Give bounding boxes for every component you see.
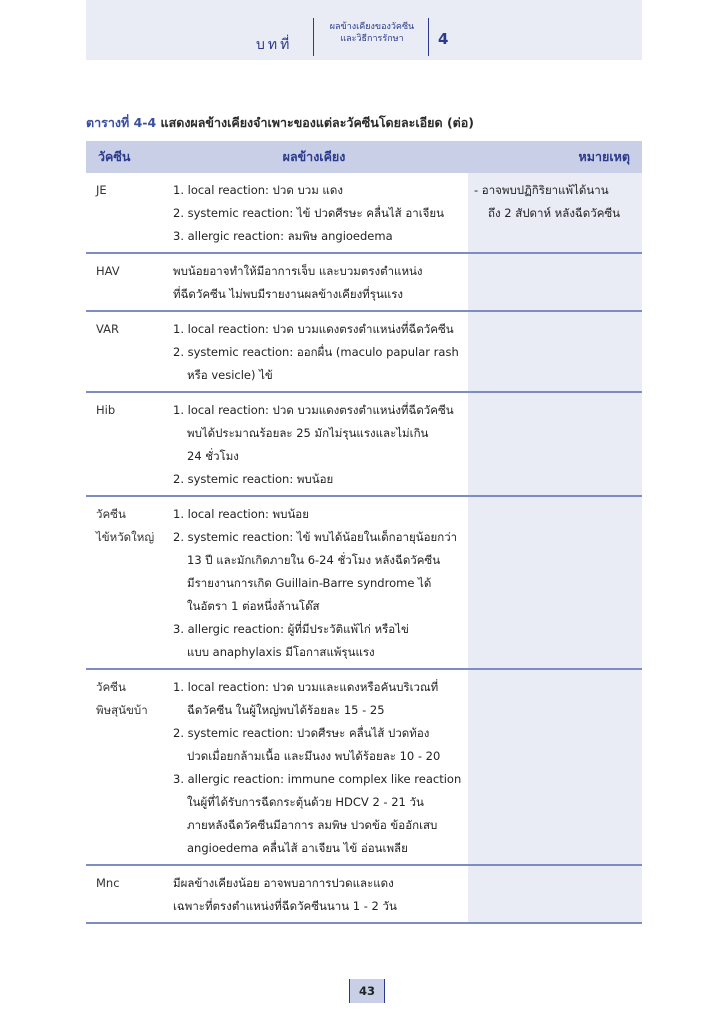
effects-cell-line: มีรายงานการเกิด Guillain-Barre syndrome ได้ — [187, 576, 432, 590]
effects-cell-line: มีผลข้างเคียงน้อย อาจพบอาการปวดและแดง — [173, 876, 394, 890]
effects-cell — [166, 312, 468, 391]
vaccine-cell-line: วัคซีน — [96, 680, 126, 694]
notes-cell — [468, 254, 642, 310]
table-row — [86, 173, 642, 254]
header-notes: หมายเหตุ — [578, 149, 630, 164]
effects-cell-line: 3. allergic reaction: ผู้ที่มีประวัติแพ้ไก่ หรือไข่ — [173, 622, 409, 636]
effects-cell-line: พบได้ประมาณร้อยละ 25 มักไม่รุนแรงและไม่เกิน — [187, 426, 429, 440]
effects-cell-line: ในผู้ที่ได้รับการฉีดกระตุ้นด้วย HDCV 2 - 21 วัน — [187, 795, 424, 809]
side-effects-table — [86, 141, 642, 924]
vaccine-cell-line: JE — [96, 183, 107, 197]
effects-cell — [166, 173, 468, 252]
effects-cell-line: 2. systemic reaction: ไข้ ปวดศีรษะ คลื่นไส้ อาเจียน — [173, 206, 444, 220]
header-vaccine: วัคซีน — [98, 149, 131, 164]
effects-cell-line: 2. systemic reaction: ออกผื่น (maculo papular rash — [173, 345, 459, 359]
effects-cell-line: พบน้อยอาจทำให้มีอาการเจ็บ และบวมตรงตำแหน่ง — [173, 264, 423, 278]
chapter-label: บทที่ — [256, 37, 293, 53]
effects-cell-line: ภายหลังฉีดวัคซีนมีอาการ ลมพิษ ปวดข้อ ข้ออักเสบ — [187, 818, 438, 832]
effects-cell-line: เฉพาะที่ตรงตำแหน่งที่ฉีดวัคซีนนาน 1 - 2 วัน — [173, 899, 397, 913]
vaccine-cell-line: HAV — [96, 264, 120, 278]
table-row — [86, 393, 642, 497]
chapter-title-line1: ผลข้างเคียงของวัคซีน — [329, 22, 415, 32]
effects-cell-line: หรือ vesicle) ไข้ — [187, 368, 273, 382]
notes-cell — [468, 670, 642, 864]
notes-cell-line: ถึง 2 สัปดาห์ หลังฉีดวัคซีน — [488, 206, 621, 220]
table-row — [86, 497, 642, 670]
header-divider — [428, 18, 429, 56]
vaccine-cell-line: Hib — [96, 403, 116, 417]
vaccine-cell-line: พิษสุนัขบ้า — [96, 703, 148, 717]
effects-cell-line: 2. systemic reaction: ไข้ พบได้น้อยในเด็กอายุน้อยกว่า — [173, 530, 458, 544]
table-row — [86, 312, 642, 393]
vaccine-cell — [86, 497, 166, 668]
chapter-title-line2: และวิธีการรักษา — [340, 34, 404, 44]
notes-cell — [468, 173, 642, 252]
effects-cell — [166, 670, 468, 864]
effects-cell-line: ในอัตรา 1 ต่อหนึ่งล้านโด๊ส — [187, 599, 320, 613]
notes-cell-line: - อาจพบปฏิกิริยาแพ้ได้นาน — [474, 183, 609, 197]
table-caption — [86, 113, 474, 133]
effects-cell-line: 1. local reaction: ปวด บวมแดงตรงตำแหน่งที่ฉีดวัคซีน — [173, 403, 454, 417]
effects-cell-line: 13 ปี และมักเกิดภายใน 6-24 ชั่วโมง หลังฉีดวัคซีน — [187, 553, 441, 567]
effects-cell-line: ฉีดวัคซีน ในผู้ใหญ่พบได้ร้อยละ 15 - 25 — [187, 703, 385, 717]
effects-cell — [166, 866, 468, 922]
effects-cell — [166, 393, 468, 495]
notes-cell — [468, 312, 642, 391]
notes-cell — [468, 393, 642, 495]
effects-cell-line: 24 ชั่วโมง — [187, 449, 239, 463]
vaccine-cell — [86, 312, 166, 391]
table-row — [86, 254, 642, 312]
notes-cell — [468, 866, 642, 922]
effects-cell-line: 1. local reaction: ปวด บวมแดงตรงตำแหน่งที่ฉีดวัคซีน — [173, 322, 454, 336]
effects-cell-line: 1. local reaction: ปวด บวม แดง — [173, 183, 343, 197]
vaccine-cell — [86, 670, 166, 864]
effects-cell-line: 2. systemic reaction: ปวดศีรษะ คลื่นไส้ ปวดท้อง — [173, 726, 430, 740]
table-body — [86, 173, 642, 924]
caption-text: แสดงผลข้างเคียงจำเพาะของแต่ละวัคซีนโดยละเอียด (ต่อ) — [160, 115, 474, 130]
vaccine-cell — [86, 866, 166, 922]
vaccine-cell-line: Mnc — [96, 876, 120, 890]
page-number: 43 — [350, 979, 384, 1003]
effects-cell-line: แบบ anaphylaxis มีโอกาสแพ้รุนแรง — [187, 645, 375, 659]
table-row — [86, 670, 642, 866]
page-number-divider — [384, 979, 385, 1003]
header-divider — [313, 18, 314, 56]
effects-cell-line: ที่ฉีดวัคซีน ไม่พบมีรายงานผลข้างเคียงที่รุนแรง — [173, 287, 404, 301]
vaccine-cell-line: VAR — [96, 322, 119, 336]
vaccine-cell — [86, 173, 166, 252]
vaccine-cell-line: วัคซีน — [96, 507, 126, 521]
effects-cell-line: 1. local reaction: ปวด บวมและแดงหรือคันบริเวณที่ — [173, 680, 439, 694]
effects-cell-line: 3. allergic reaction: ลมพิษ angioedema — [173, 229, 393, 243]
table-header — [86, 141, 642, 173]
effects-cell — [166, 497, 468, 668]
header-effects: ผลข้างเคียง — [282, 149, 346, 164]
effects-cell-line: 1. local reaction: พบน้อย — [173, 507, 309, 521]
vaccine-cell-line: ไข้หวัดใหญ่ — [96, 530, 155, 544]
vaccine-cell — [86, 393, 166, 495]
effects-cell-line: 3. allergic reaction: immune complex like reaction — [173, 772, 462, 786]
effects-cell-line: angioedema คลื่นไส้ อาเจียน ไข้ อ่อนเพลีย — [187, 841, 408, 855]
chapter-title — [322, 21, 422, 45]
table-row — [86, 866, 642, 924]
effects-cell-line: 2. systemic reaction: พบน้อย — [173, 472, 334, 486]
effects-cell-line: ปวดเมื่อยกล้ามเนื้อ และมึนงง พบได้ร้อยละ 10 - 20 — [187, 749, 441, 763]
effects-cell — [166, 254, 468, 310]
notes-cell — [468, 497, 642, 668]
vaccine-cell — [86, 254, 166, 310]
caption-label: ตารางที่ 4-4 — [86, 115, 157, 130]
chapter-number: 4 — [438, 30, 449, 48]
